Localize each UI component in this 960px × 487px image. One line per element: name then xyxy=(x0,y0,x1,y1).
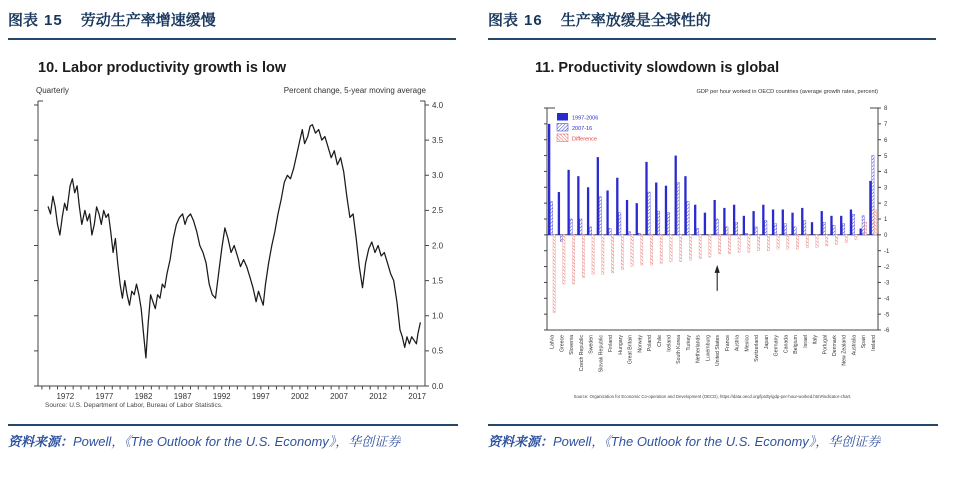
figure-number: 16 xyxy=(524,12,543,29)
bar-group-turkey xyxy=(684,176,691,260)
bar-group-slovak-republic xyxy=(597,157,604,274)
country-label: United States xyxy=(715,335,722,367)
country-label: Belgium xyxy=(793,335,800,354)
country-label: Finland xyxy=(608,335,615,353)
svg-text:2007: 2007 xyxy=(330,392,348,401)
country-label: Switzerland xyxy=(754,335,761,362)
bar-group-great-britain xyxy=(626,200,633,267)
country-label: Greece xyxy=(559,335,566,353)
svg-text:1992: 1992 xyxy=(212,392,231,401)
country-label: Spain xyxy=(861,335,868,349)
svg-text:1.0: 1.0 xyxy=(432,311,444,321)
bar-group-iceland xyxy=(665,186,672,262)
bar-group-japan xyxy=(762,205,769,251)
bar-group-czech-republic xyxy=(577,176,584,277)
country-label: Israel xyxy=(802,335,809,348)
us-arrow-annotation xyxy=(715,265,720,291)
line-chart-title: 10. Labor productivity growth is low xyxy=(38,60,287,76)
svg-text:4: 4 xyxy=(884,169,888,176)
country-label: Japan xyxy=(763,335,770,350)
country-label: Mexico xyxy=(744,335,751,352)
bar-group-finland xyxy=(606,190,613,272)
country-label: Hungary xyxy=(617,335,624,355)
country-label: Canada xyxy=(783,335,790,354)
svg-text:0: 0 xyxy=(884,233,888,240)
svg-text:-2: -2 xyxy=(884,264,890,271)
svg-text:2007-16: 2007-16 xyxy=(572,125,593,132)
svg-text:6: 6 xyxy=(884,137,888,144)
country-label: Iceland xyxy=(666,335,673,352)
bar-group-germany xyxy=(772,209,779,249)
figure-title: 生产率放缓是全球性的 xyxy=(560,12,711,29)
figure-title: 劳动生产率增速缓慢 xyxy=(80,12,216,29)
country-label: Austria xyxy=(734,335,741,352)
source-note xyxy=(8,424,458,452)
svg-text:4.0: 4.0 xyxy=(432,100,444,110)
bar-group-israel xyxy=(801,208,808,248)
svg-text:3: 3 xyxy=(884,185,888,192)
svg-text:Difference: Difference xyxy=(572,136,597,143)
bar-group-slovenia xyxy=(567,170,574,284)
bar-group-denmark xyxy=(830,216,837,245)
bar-group-portugal xyxy=(821,211,828,246)
svg-text:1: 1 xyxy=(884,217,888,224)
country-label: Ireland xyxy=(870,335,877,351)
country-label: Turkey xyxy=(685,335,692,351)
bar-group-poland xyxy=(645,162,652,265)
figure-label: 图表 xyxy=(8,12,39,29)
bar-group-greece xyxy=(558,192,565,284)
svg-text:8: 8 xyxy=(884,106,888,113)
svg-text:2017: 2017 xyxy=(408,392,427,401)
country-label: Sweden xyxy=(588,335,595,354)
svg-text:2012: 2012 xyxy=(369,392,387,401)
svg-text:2.0: 2.0 xyxy=(432,241,444,251)
country-label: Italy xyxy=(812,335,819,345)
bar-group-latvia xyxy=(548,124,555,313)
svg-text:-5: -5 xyxy=(884,312,890,319)
figure-number: 15 xyxy=(44,12,63,29)
bar-group-belgium xyxy=(791,213,798,249)
svg-text:2.5: 2.5 xyxy=(432,206,444,216)
bar-group-sweden xyxy=(587,187,594,274)
panel-figure-16 xyxy=(480,0,960,487)
svg-text:1987: 1987 xyxy=(173,392,192,401)
bar-group-mexico xyxy=(743,216,750,252)
bar-group-ireland xyxy=(869,156,876,235)
country-label: France xyxy=(724,335,731,352)
bar-group-france xyxy=(723,208,730,254)
svg-text:-1: -1 xyxy=(884,248,890,255)
axis-unit-left: Quarterly xyxy=(36,86,69,95)
svg-text:3.0: 3.0 xyxy=(432,171,444,181)
productivity-line xyxy=(48,125,420,358)
svg-text:1977: 1977 xyxy=(95,392,114,401)
country-label: Germany xyxy=(773,335,780,357)
line-chart-source: Source: U.S. Department of Labor, Bureau of Labor Statistics. xyxy=(45,402,223,409)
bar-chart-title: 11. Productivity slowdown is global xyxy=(535,60,780,76)
figure-label: 图表 xyxy=(488,12,519,29)
country-label: Australia xyxy=(851,335,858,356)
figure-16-header xyxy=(488,6,936,40)
country-label: Luxemburg xyxy=(705,335,712,361)
svg-text:0.0: 0.0 xyxy=(432,381,444,391)
country-label: Slovenia xyxy=(569,335,576,355)
bar-chart-canvas xyxy=(508,96,928,392)
bar-group-south-korea xyxy=(675,156,682,262)
country-label: Norway xyxy=(637,335,644,353)
svg-text:1982: 1982 xyxy=(134,392,153,401)
bar-group-canada xyxy=(782,209,789,249)
svg-text:2: 2 xyxy=(884,201,888,208)
country-label: Great Britain xyxy=(627,335,634,365)
country-label: New Zealand xyxy=(841,335,848,366)
country-label: Slovak Republic xyxy=(598,335,605,373)
country-label: South Korea xyxy=(676,335,683,364)
bar-group-united-states xyxy=(714,200,721,254)
line-chart-canvas xyxy=(30,100,458,402)
svg-text:3.5: 3.5 xyxy=(432,135,444,145)
country-label: Czech Republic xyxy=(578,335,585,372)
country-label: Latvia xyxy=(549,335,556,349)
svg-text:5: 5 xyxy=(884,153,888,160)
bar-group-chile xyxy=(655,183,662,264)
bar-group-switzerland xyxy=(752,211,759,251)
axis-unit-right: Percent change, 5-year moving average xyxy=(283,86,426,95)
svg-text:1.5: 1.5 xyxy=(432,276,444,286)
svg-text:-3: -3 xyxy=(884,280,890,287)
bar-group-new-zealand xyxy=(840,216,847,243)
line-chart-axes xyxy=(34,101,444,401)
bar-group-hungary xyxy=(616,178,623,270)
svg-text:2002: 2002 xyxy=(291,392,309,401)
svg-text:0.5: 0.5 xyxy=(432,346,444,356)
svg-text:1997-2006: 1997-2006 xyxy=(572,115,599,122)
country-label: Poland xyxy=(647,335,654,352)
svg-text:7: 7 xyxy=(884,122,888,129)
source-note xyxy=(488,424,938,452)
bar-group-spain xyxy=(860,216,867,235)
country-label: Denmark xyxy=(831,335,838,357)
country-label: Netherlands xyxy=(695,335,702,363)
bar-chart-subtitle: GDP per hour worked in OECD countries (average growth rates, percent) xyxy=(696,89,878,95)
svg-text:1997: 1997 xyxy=(251,392,270,401)
country-label: Portugal xyxy=(822,335,829,355)
bar-group-norway xyxy=(636,203,643,265)
country-label: Chile xyxy=(656,335,663,347)
line-chart-axis-captions xyxy=(36,86,426,95)
source-note-text: Powell，《The Outlook for the U.S. Economy》，华创证券 xyxy=(73,434,401,449)
source-note-prefix: 资料来源： xyxy=(8,434,74,449)
bar-group-netherlands xyxy=(694,205,701,259)
figure-15-header xyxy=(8,6,456,40)
legend xyxy=(557,113,598,142)
source-note-prefix: 资料来源： xyxy=(488,434,554,449)
source-note-text: Powell，《The Outlook for the U.S. Economy》，华创证券 xyxy=(553,434,881,449)
svg-text:1972: 1972 xyxy=(56,392,75,401)
bar-group-austria xyxy=(733,205,740,253)
bar-chart-source: Source: Organization for Economic Co-operation and Development (OECD), https://data.oecd.org/lprdty/gdp-per-hour-worked.htm#indicator-chart. xyxy=(573,394,852,399)
svg-text:-4: -4 xyxy=(884,296,890,303)
svg-text:-6: -6 xyxy=(884,328,890,335)
